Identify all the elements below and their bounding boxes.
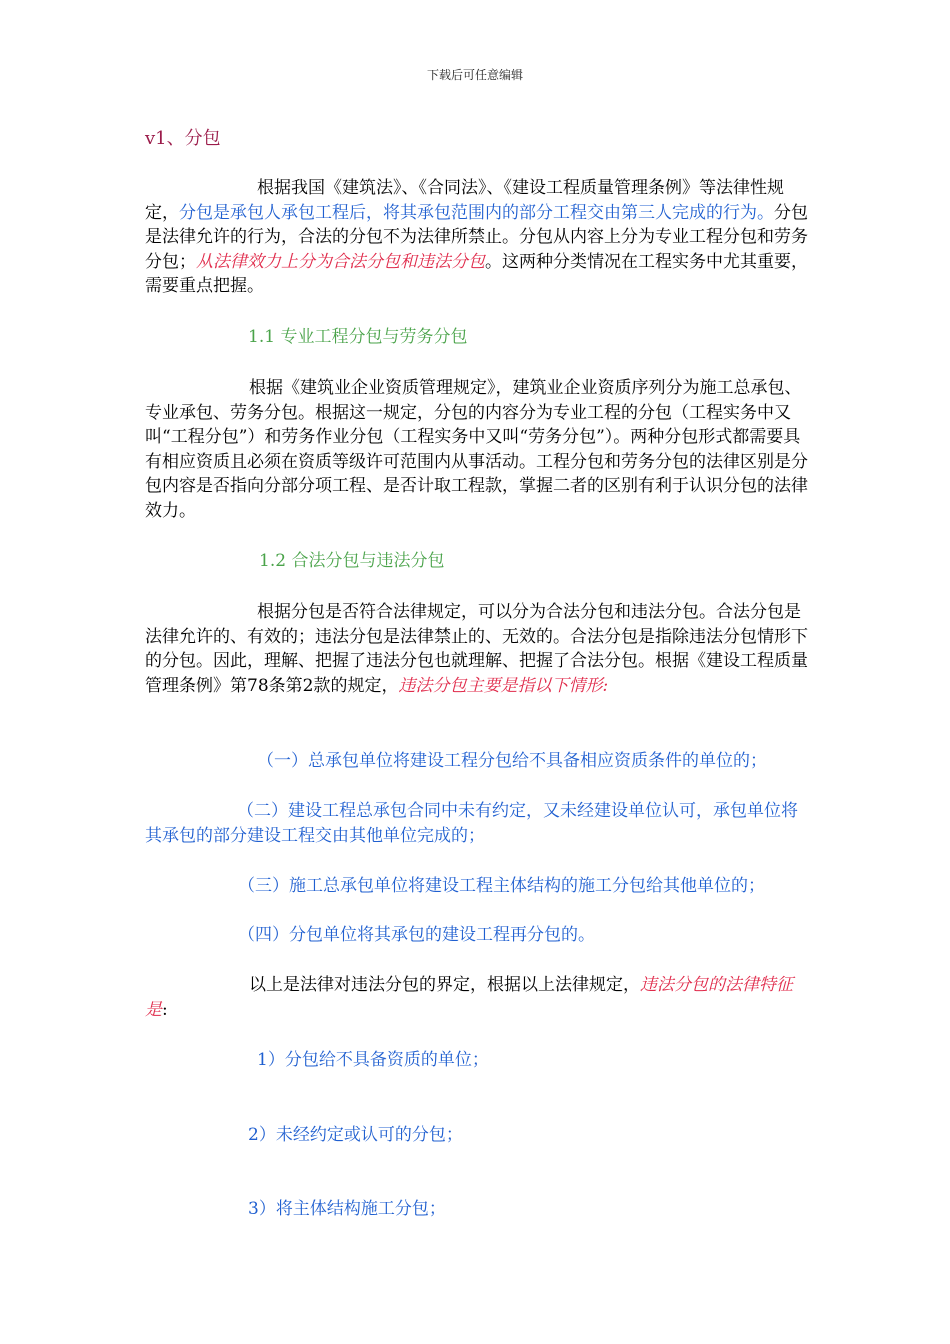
legal-emphasis: 违法分包主要是指以下情形: xyxy=(398,675,609,696)
page-header: 下载后可任意编辑 xyxy=(426,68,523,82)
feature-item-1: 1）分包给不具备资质的单位； xyxy=(257,1050,489,1070)
list-item-3: （三）施工总承包单位将建设工程主体结构的施工分包给其他单位的； xyxy=(238,876,765,896)
legal-text-a: 根据分包是否符合法律规定，可以分为合法分包和违法分包。合法分包是法律允许的、有效的；违法分包是法律禁止的、无效的。合法分包是指除违法分包情形下的分包。因此，理解、把握了违法分包也就理解、把握了合法分包。根据《建设工程质量管理条例》第78条第2款的规定， xyxy=(145,602,808,696)
list-item-1: （一）总承包单位将建设工程分包给不具备相应资质条件的单位的； xyxy=(257,751,767,771)
paragraph-features xyxy=(145,973,810,1022)
paragraph-intro xyxy=(145,176,810,299)
feature-item-3: 3）将主体结构施工分包； xyxy=(248,1199,446,1219)
intro-text-c: 分包是法律允许的行为，合法的分包不为法律所禁止。分包从内容上分为专业工程分包和劳务分包； xyxy=(145,202,808,272)
intro-text-e: 。这两种分类情况在工程实务中尤其重要，需要重点把握。 xyxy=(145,251,808,296)
paragraph-qualification xyxy=(145,376,810,523)
heading-1-2: 1.2 合法分包与违法分包 xyxy=(259,551,445,571)
feature-item-2: 2）未经约定或认可的分包； xyxy=(248,1125,463,1145)
list-item-2-text: （二）建设工程总承包合同中未有约定，又未经建设单位认可，承包单位将其承包的部分建设工程交由其他单位完成的； xyxy=(145,801,798,846)
intro-definition: 分包是承包人承包工程后，将其承包范围内的部分工程交由第三人完成的行为。 xyxy=(179,202,774,223)
paragraph-legal-illegal xyxy=(145,600,810,698)
qualification-text: 根据《建筑业企业资质管理规定》，建筑业企业资质序列分为施工总承包、专业承包、劳务分包。根据这一规定，分包的内容分为专业工程的分包（工程实务中又叫“工程分包”）和劳务作业分包（工程实务中又叫“劳务分包”）。两种分包形式都需要具有相应资质且必须在资质等级许可范围内从事活动。工程分包和劳务分包的法律区别是分包内容是否指向分部分项工程、是否计取工程款，掌握二者的区别有利于认识分包的法律效力。 xyxy=(145,378,808,521)
intro-emphasis: 从法律效力上分为合法分包和违法分包 xyxy=(196,251,485,272)
list-item-2 xyxy=(145,799,810,848)
features-colon: : xyxy=(162,999,168,1020)
features-emphasis: 违法分包的法律特征是 xyxy=(145,975,793,1020)
intro-text-a: 根据我国《建筑法》、《合同法》、《建设工程质量管理条例》等法律性规定， xyxy=(145,178,784,223)
heading-1-1: 1.1 专业工程分包与劳务分包 xyxy=(248,327,468,347)
list-item-4: （四）分包单位将其承包的建设工程再分包的。 xyxy=(238,925,595,945)
features-text-a: 以上是法律对违法分包的界定，根据以上法律规定， xyxy=(249,975,640,995)
section-title: v1、分包 xyxy=(145,128,221,149)
